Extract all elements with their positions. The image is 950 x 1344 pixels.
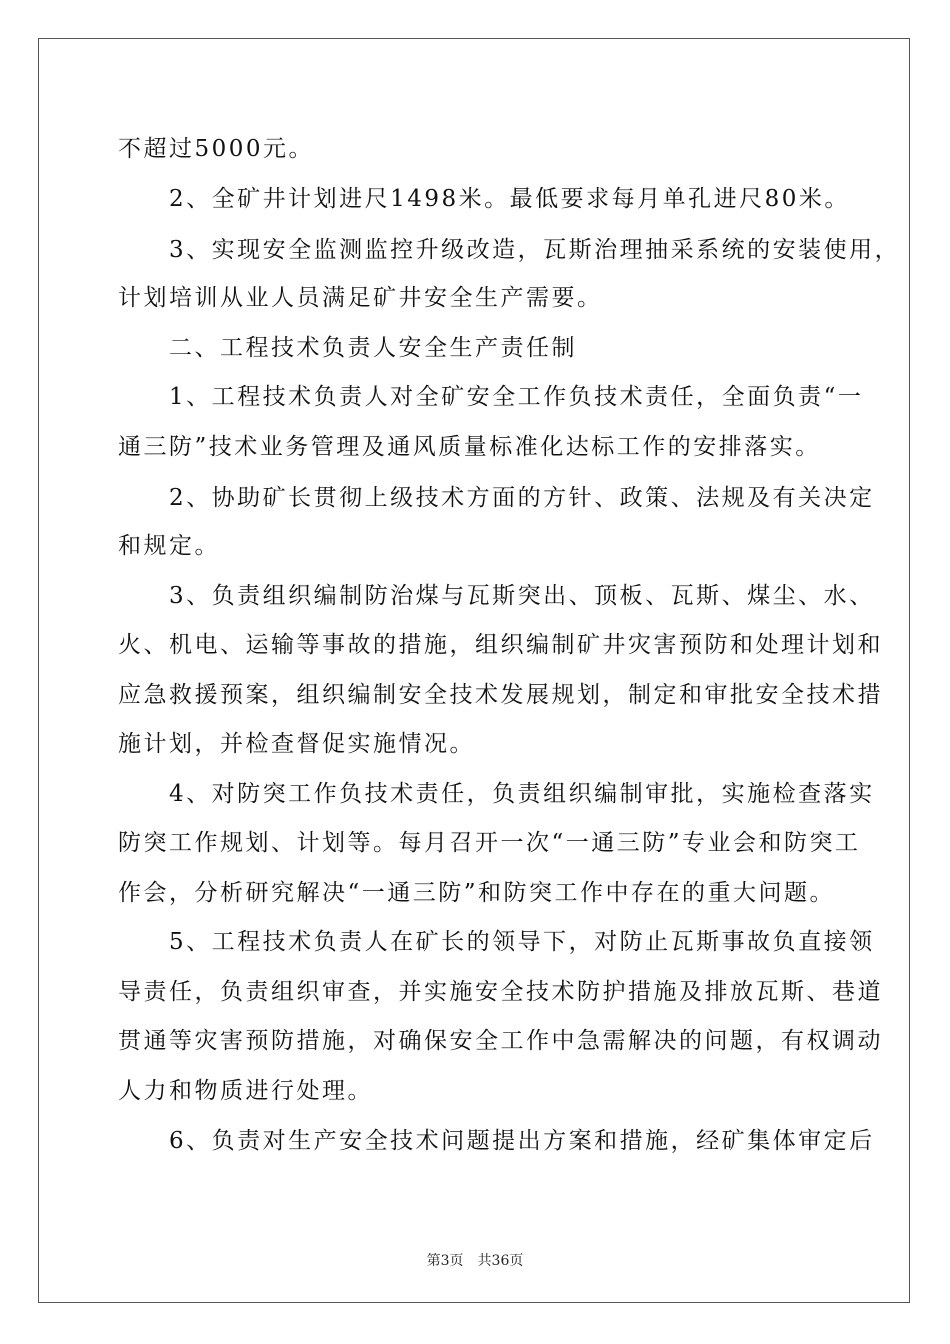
text-line: 3、实现安全监测监控升级改造，瓦斯治理抽采系统的安装使用， (118, 237, 901, 263)
text-line: 3、负责组织编制防治煤与瓦斯突出、顶板、瓦斯、煤尘、水、 (118, 583, 875, 609)
text-line: 贯通等灾害预防措施，对确保安全工作中急需解决的问题，有权调动 (118, 1028, 883, 1054)
text-line: 人力和物质进行处理。 (118, 1078, 373, 1104)
text-line: 火、机电、运输等事故的措施，组织编制矿井灾害预防和处理计划和 (118, 632, 883, 658)
text-line: 计划培训从业人员满足矿井安全生产需要。 (118, 285, 603, 311)
text-line: 应急救援预案，组织编制安全技术发展规划，制定和审批安全技术措 (118, 682, 883, 708)
text-line: 2、全矿井计划进尺1498米。最低要求每月单孔进尺80米。 (118, 186, 850, 212)
text-line: 6、负责对生产安全技术问题提出方案和措施，经矿集体审定后 (118, 1128, 875, 1154)
text-line: 防突工作规划、计划等。每月召开一次“一通三防”专业会和防突工 (118, 830, 861, 856)
text-line: 通三防”技术业务管理及通风质量标准化达标工作的安排落实。 (118, 434, 821, 460)
text-line: 1、工程技术负责人对全矿安全工作负技术责任，全面负责“一 (118, 384, 864, 410)
text-line: 5、工程技术负责人在矿长的领导下，对防止瓦斯事故负直接领 (118, 929, 875, 955)
text-line: 导责任，负责组织审查，并实施安全技术防护措施及排放瓦斯、巷道 (118, 979, 883, 1005)
section-heading: 二、工程技术负责人安全生产责任制 (118, 335, 577, 361)
text-line: 不超过5000元。 (118, 136, 315, 162)
text-line: 施计划，并检查督促实施情况。 (118, 731, 475, 757)
text-line: 和规定。 (118, 533, 220, 559)
page-border (38, 38, 910, 1303)
text-line: 2、协助矿长贯彻上级技术方面的方针、政策、法规及有关决定 (118, 485, 875, 511)
page-number-footer: 第3页 共36页 (426, 1253, 524, 1269)
text-line: 作会，分析研究解决“一通三防”和防突工作中存在的重大问题。 (118, 880, 836, 906)
text-line: 4、对防突工作负技术责任，负责组织编制审批，实施检查落实 (118, 781, 875, 807)
